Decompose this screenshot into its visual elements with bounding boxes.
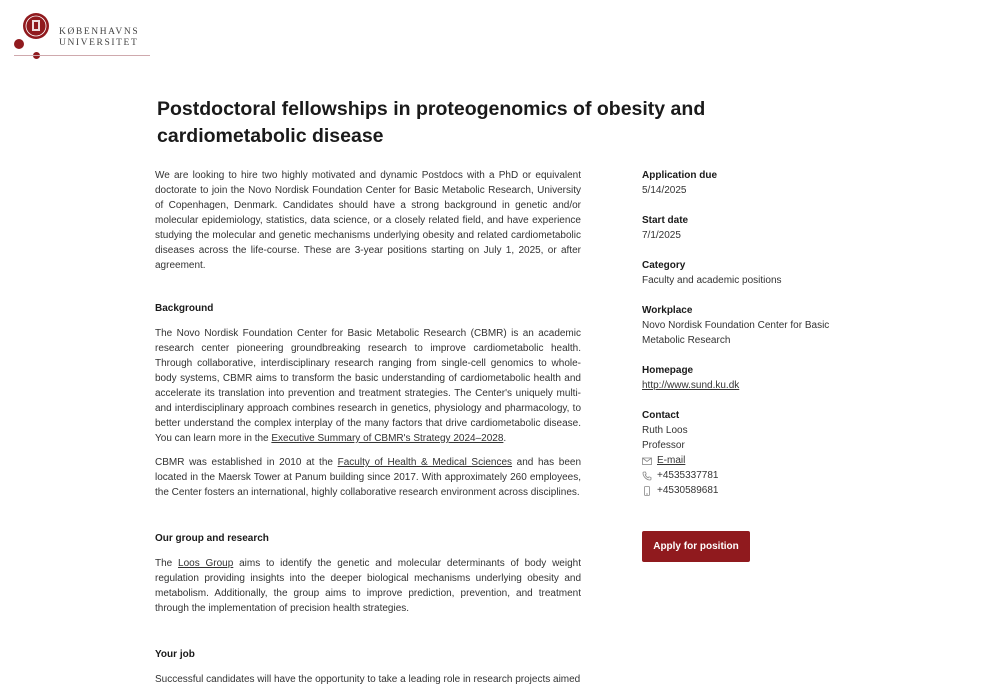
logo-line-1: KØBENHAVNS xyxy=(59,27,140,37)
homepage-block xyxy=(642,363,852,393)
group-text: The xyxy=(155,558,179,569)
contact-mobile[interactable]: +4530589681 xyxy=(657,485,719,496)
contact-email-row xyxy=(642,453,852,468)
contact-block xyxy=(642,408,852,498)
application-due-value: 5/14/2025 xyxy=(642,185,687,196)
category-value: Faculty and academic positions xyxy=(642,275,782,286)
background-text-end: . xyxy=(503,433,507,444)
job-description xyxy=(155,168,581,696)
logo-dot-large xyxy=(14,39,24,49)
contact-phone-row xyxy=(642,468,852,483)
background-paragraph-1 xyxy=(155,326,581,446)
job-facts-sidebar xyxy=(642,168,852,513)
start-date-block xyxy=(642,213,852,243)
apply-for-position-button[interactable]: Apply for position xyxy=(642,531,750,562)
your-job-heading: Your job xyxy=(155,649,195,660)
start-date-value: 7/1/2025 xyxy=(642,230,681,241)
group-heading: Our group and research xyxy=(155,533,269,544)
university-logo-text[interactable] xyxy=(59,27,139,49)
site-header xyxy=(12,10,152,62)
contact-title: Professor xyxy=(642,440,685,451)
envelope-icon xyxy=(642,456,652,466)
contact-phone[interactable]: +4535337781 xyxy=(657,470,719,481)
cbmr-strategy-link[interactable]: Executive Summary of CBMR's Strategy 2024–2028 xyxy=(271,433,504,444)
your-job-paragraph: Successful candidates will have the opportunity to take a leading role in research projects aimed xyxy=(155,674,581,685)
start-date-label: Start date xyxy=(642,215,689,226)
workplace-value: Novo Nordisk Foundation Center for Basic Metabolic Research xyxy=(642,320,830,346)
background-paragraph-2 xyxy=(155,455,581,500)
background-text: and has been located in the Maersk Tower at Panum building since 2017. With approximately 260 employees, the Center fosters an international, highly collaborative research environment across disciplines. xyxy=(155,457,582,498)
workplace-block xyxy=(642,303,852,348)
contact-mobile-row xyxy=(642,483,852,498)
faculty-link[interactable]: Faculty of Health & Medical Sciences xyxy=(337,457,513,468)
logo-divider xyxy=(14,55,150,56)
university-seal-icon[interactable] xyxy=(22,12,50,40)
group-paragraph xyxy=(155,556,581,616)
homepage-label: Homepage xyxy=(642,365,694,376)
logo-line-2: UNIVERSITET xyxy=(59,38,139,48)
application-due-block xyxy=(642,168,852,198)
background-text: The Novo Nordisk Foundation Center for Basic Metabolic Research (CBMR) is an academic research center pioneering groundbreaking research to improve cardiometabolic health. Through collaborative, interdisciplinary research ranging from single-cell genomics to whole-body systems, CBMR aims to transform the basic understanding of cardiometabolic health and accelerate its translation into prevention and treatment strategies. The Center's uniquely multi- and interdisciplinary approach combines research in genetics, physiology and pharmacology, to better understand the complex interplay of the many factors that drive cardiometabolic disease. You can learn more in the xyxy=(155,328,581,444)
intro-paragraph: We are looking to hire two highly motivated and dynamic Postdocs with a PhD or equivalent doctorate to join the Novo Nordisk Foundation Center for Basic Metabolic Research, University of Copenhagen, Denmark. Candidates should have a strong background in genetic and/or molecular epidemiology, statistics, data science, or a closely related field, and have experience studying the molecular and genetic mechanisms underlying obesity and related cardiometabolic diseases across the life-course. These are 3-year positions starting on July 1, 2025, or after agreement. xyxy=(155,170,581,271)
group-text: aims to identify the genetic and molecular determinants of body weight regulation providing insights into the deeper biological mechanisms underlying obesity and metabolism. Additionally, the group aims to improve prediction, prevention, and treatment through the implementation of precision health strategies. xyxy=(155,558,581,614)
background-heading: Background xyxy=(155,303,214,314)
page-title: Postdoctoral fellowships in proteogenomics of obesity and cardiometabolic disease xyxy=(157,98,706,147)
contact-label: Contact xyxy=(642,410,680,421)
contact-email-link[interactable]: E-mail xyxy=(657,455,686,466)
category-block xyxy=(642,258,852,288)
contact-name: Ruth Loos xyxy=(642,425,688,436)
workplace-label: Workplace xyxy=(642,305,693,316)
phone-icon xyxy=(642,471,652,481)
mobile-phone-icon xyxy=(642,486,652,496)
category-label: Category xyxy=(642,260,686,271)
loos-group-link[interactable]: Loos Group xyxy=(178,558,234,569)
homepage-link[interactable]: http://www.sund.ku.dk xyxy=(642,380,740,391)
background-text: CBMR was established in 2010 at the xyxy=(155,457,338,468)
application-due-label: Application due xyxy=(642,170,717,181)
